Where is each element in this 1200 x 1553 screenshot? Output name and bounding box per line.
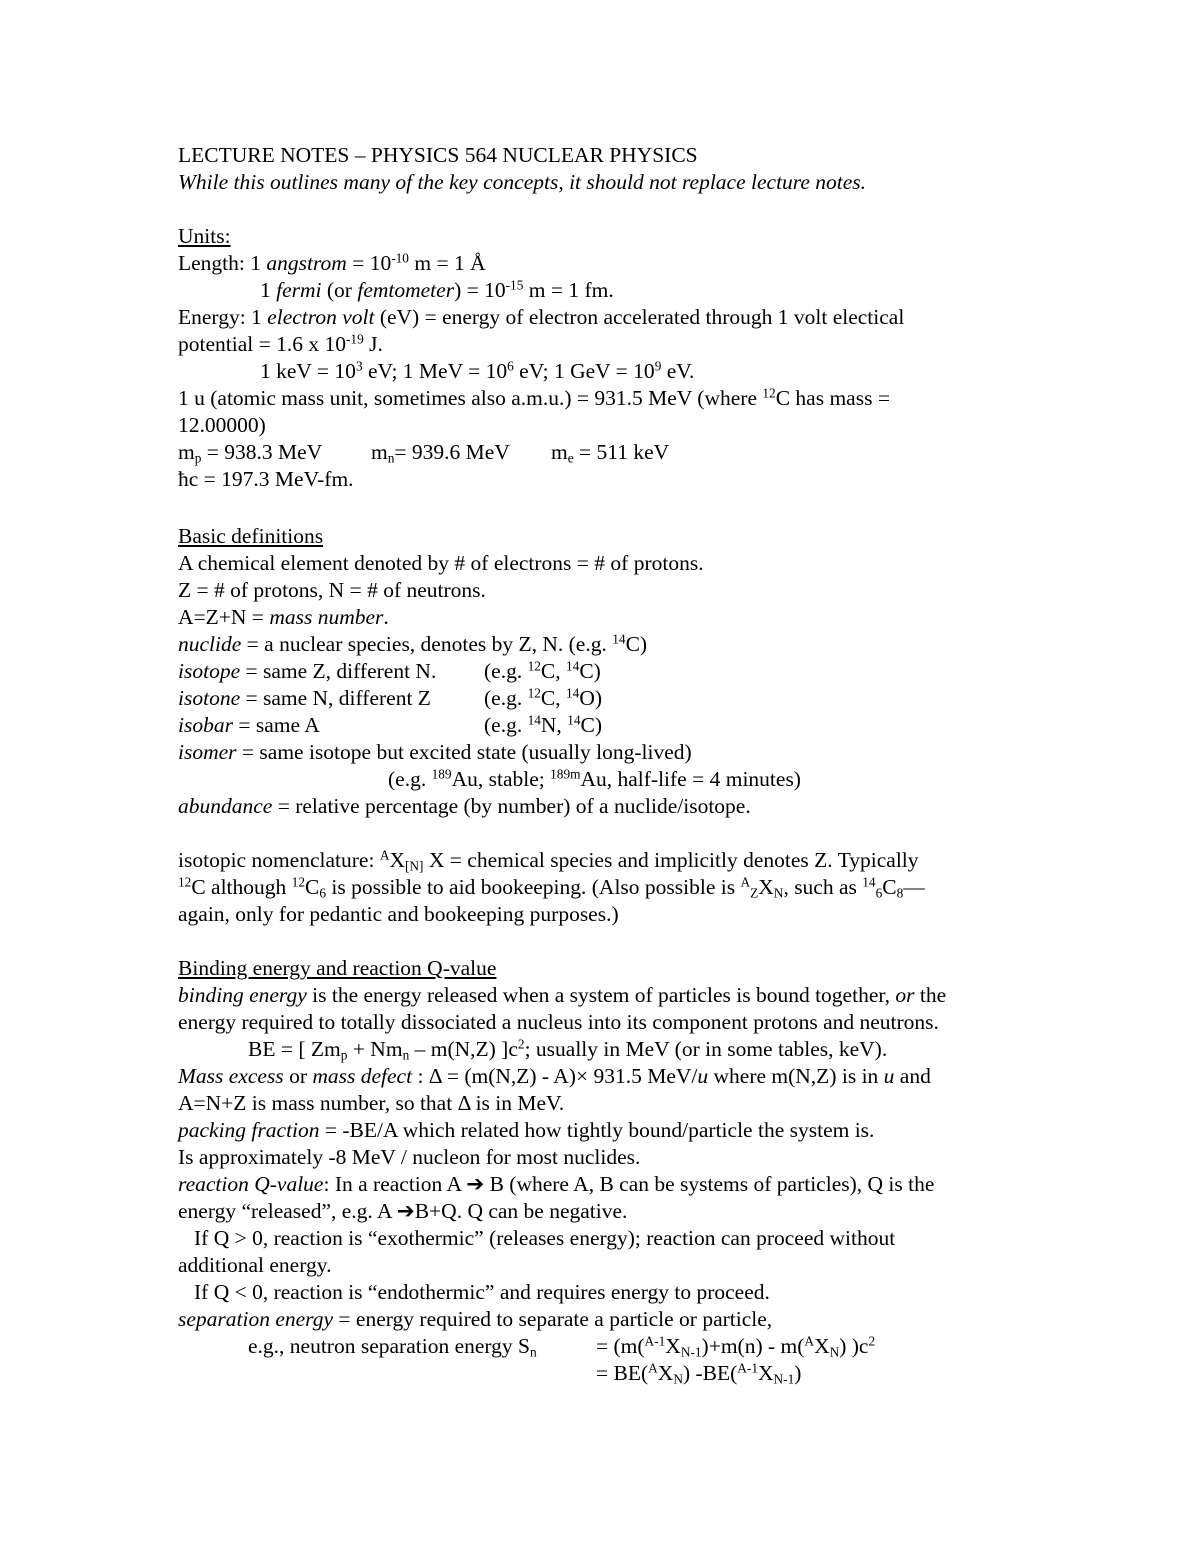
definition-nuclide: nuclide = a nuclear species, denotes by Z, N. (e.g. $^{14}$C) <box>178 631 648 656</box>
units-hbarc-line: ħc = 197.3 MeV-fm. <box>178 467 354 491</box>
definition-mass-excess-2: A=N+Z is mass number, so that Δ is in MeV. <box>178 1091 565 1115</box>
binding-energy-formula: BE = [ $Zm_p + Nm_n - m(N,Z)$ ]$c^2$; usually in MeV (or in some tables, keV). <box>248 1036 888 1063</box>
units-heading: Units: <box>178 224 231 248</box>
page-title: LECTURE NOTES – PHYSICS 564 NUCLEAR PHYSICS <box>178 143 698 167</box>
definition-isotope: isotope = same Z, different N. (e.g. $^{12}$C, $^{14}$C) <box>178 658 601 683</box>
definition-mass-excess: Mass excess or mass defect : Δ = (m(N,Z) - A)× 931.5 MeV/u where m(N,Z) is in u and <box>178 1064 931 1088</box>
basic-line-element: A chemical element denoted by # of electrons = # of protons. <box>178 551 704 575</box>
units-amu-line: 1 u (atomic mass unit, sometimes also a.m.u.) = 931.5 MeV (where $^{12}$C has mass = <box>178 385 890 410</box>
units-length-line: Length: 1 angstrom = $10^{-10}$ m = 1 Å <box>178 250 486 275</box>
separation-energy-formula-2: = $BE(^AX_N)$ $-BE(^{A-1}X_{N-1})$ <box>596 1360 802 1387</box>
nomenclature-line-1: isotopic nomenclature: $^AX_{[N]}$ X = chemical species and implicitly denotes Z. Typically <box>178 847 919 874</box>
definition-packing-fraction: packing fraction = -BE/A which related how tightly bound/particle the system is. <box>178 1118 875 1142</box>
units-amu-line-2: 12.00000) <box>178 413 266 437</box>
separation-energy-formula: e.g., neutron separation energy $S_n = (m(^{A-1}X_{N-1})+m(n) - m(^AX_N)$ )$c^2$ <box>248 1333 876 1360</box>
definition-reaction-q-value-2: energy “released”, e.g. A ➔B+Q. Q can be negative. <box>178 1199 628 1223</box>
definition-packing-fraction-2: Is approximately -8 MeV / nucleon for most nuclides. <box>178 1145 641 1169</box>
definition-abundance: abundance = relative percentage (by number) of a nuclide/isotope. <box>178 794 751 818</box>
reaction-exothermic-line-2: additional energy. <box>178 1253 332 1277</box>
basic-definitions-heading: Basic definitions <box>178 524 324 548</box>
definition-binding-energy-2: energy required to totally dissociated a nucleus into its component protons and neutrons. <box>178 1010 939 1034</box>
units-kev-line: 1 keV = $10^3$ eV; 1 MeV = $10^6$ eV; 1 GeV = $10^9$ eV. <box>260 358 695 383</box>
binding-energy-heading: Binding energy and reaction Q-value <box>178 956 497 980</box>
definition-reaction-q-value: reaction Q-value: In a reaction A ➔ B (where A, B can be systems of particles), Q is the <box>178 1172 935 1196</box>
reaction-exothermic-line: If Q > 0, reaction is “exothermic” (releases energy); reaction can proceed without <box>194 1226 896 1250</box>
arrow-right-icon: ➔ <box>466 1172 485 1196</box>
units-potential-line: potential = 1.6 x $10^{-19}$ J. <box>178 331 383 356</box>
units-masses-line: $m_p = 938.3$ MeV $m_n= 939.6$ MeV $m_e = 511$ keV <box>178 440 670 466</box>
nomenclature-line-2: $^{12}$C although $^{12}C_6$ is possible to aid bookeeping. (Also possible is $^A_ZX_N$, such as $^{14}_6C_8—$ <box>178 874 925 901</box>
definition-isobar: isobar = same A (e.g. $^{14}$N, $^{14}$C) <box>178 712 603 737</box>
units-fermi-line: 1 fermi (or femtometer) = $10^{-15}$ m = 1 fm. <box>260 277 614 302</box>
reaction-endothermic-line: If Q < 0, reaction is “endothermic” and requires energy to proceed. <box>194 1280 770 1304</box>
basic-line-zn: Z = # of protons, N = # of neutrons. <box>178 578 486 602</box>
basic-line-mass-number: A=Z+N = mass number. <box>178 605 389 629</box>
definition-separation-energy: separation energy = energy required to separate a particle or particle, <box>178 1307 773 1331</box>
lecture-notes-body <box>178 142 1038 1387</box>
definition-binding-energy: binding energy is the energy released when a system of particles is bound together, or the <box>178 983 947 1007</box>
nomenclature-line-3: again, only for pedantic and bookeeping purposes.) <box>178 902 619 926</box>
definition-isotone: isotone = same N, different Z (e.g. $^{12}$C, $^{14}$O) <box>178 685 603 710</box>
page-subtitle: While this outlines many of the key concepts, it should not replace lecture notes. <box>178 170 867 194</box>
definition-isomer: isomer = same isotope but excited state (usually long-lived) <box>178 740 692 764</box>
definition-isomer-example: (e.g. $^{189}$Au, stable; $^{189m}$Au, half-life = 4 minutes) <box>388 766 801 791</box>
units-energy-line: Energy: 1 electron volt (eV) = energy of electron accelerated through 1 volt electical <box>178 305 905 329</box>
arrow-right-icon: ➔ <box>396 1199 415 1223</box>
